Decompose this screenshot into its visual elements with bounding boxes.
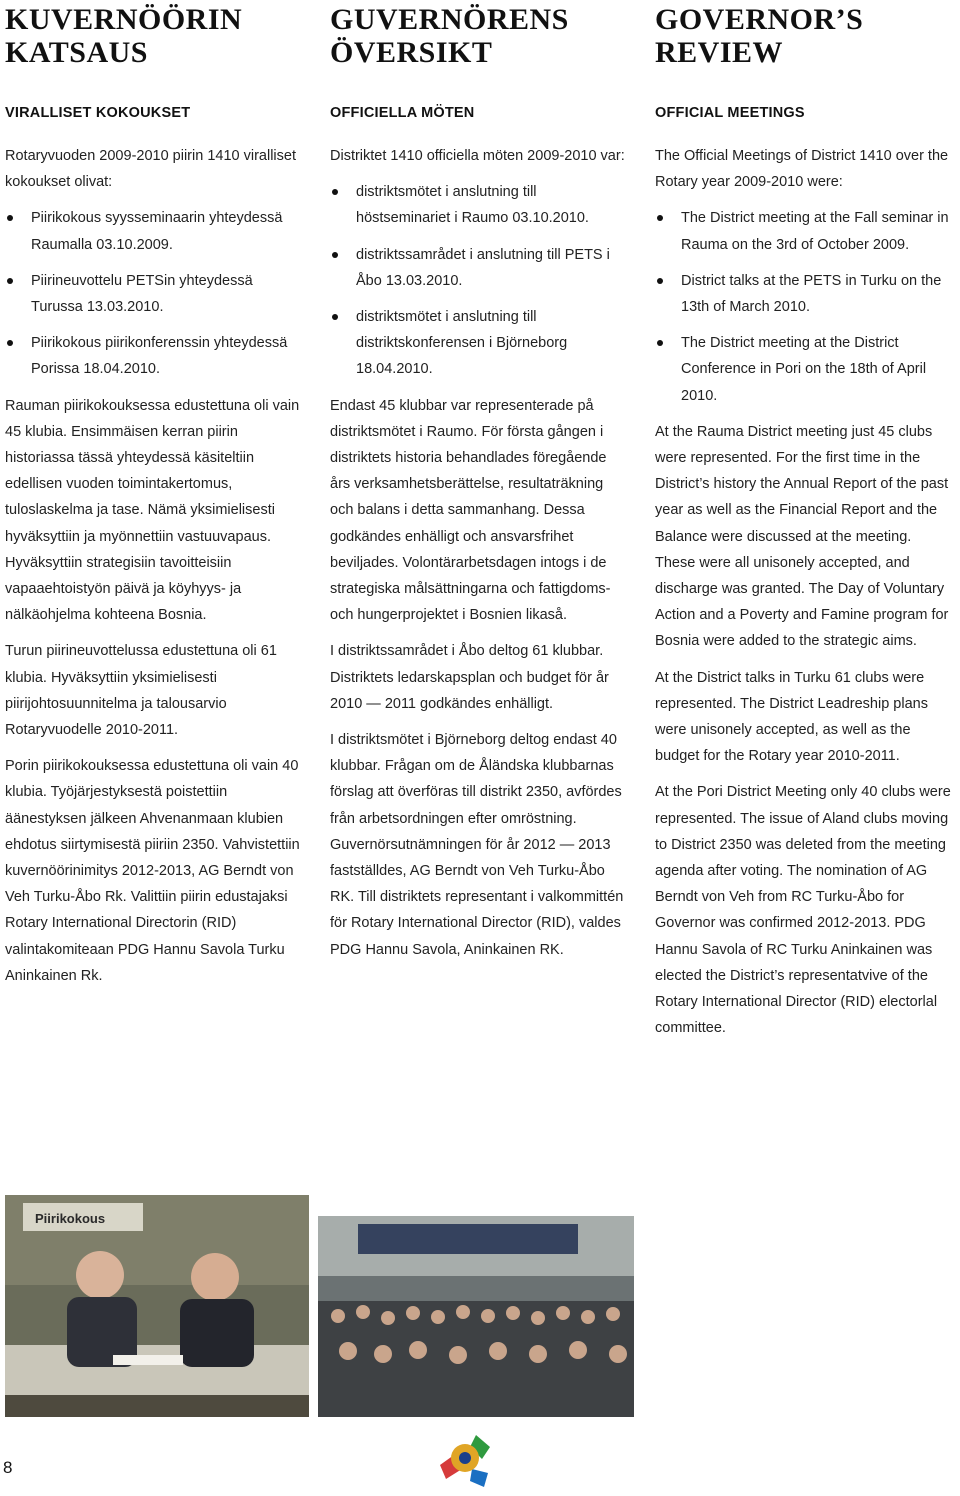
column-finnish (5, 0, 305, 999)
list-item: Piirineuvottelu PETSin yhteydessä Turussa 13.03.2010. (5, 268, 305, 320)
body-paragraph: At the Pori District Meeting only 40 clubs were represented. The issue of Aland clubs moving to District 2350 was deleted from the meeting agenda after voting. The nomination of AG Berndt von Veh from RC Turku-Åbo for Governor was confirmed 2012-2013. PDG Hannu Savola of RC Turku Aninkainen was elected the District’s representatvive of the Rotary International Director (RID) electorlal committee. (655, 784, 951, 1037)
list-item: Piirikokous piirikonferenssin yhteydessä Porissa 18.04.2010. (5, 330, 305, 382)
column-swedish (330, 0, 630, 973)
list-item: distriktsmötet i anslutning till höstseminariet i Raumo 03.10.2010. (330, 179, 630, 231)
column-english (655, 0, 955, 1052)
list-item: The District meeting at the District Conference in Pori on the 18th of April 2010. (655, 330, 955, 409)
photo-sign-text: Piirikokous (35, 1211, 106, 1226)
rotary-logo (432, 1425, 498, 1491)
column-title: KUVERNÖÖRIN KATSAUS (5, 3, 243, 69)
body-paragraph: At the Rauma District meeting just 45 clubs were represented. For the first time in the District’s history the Annual Report of the past year as well as the Financial Report and the Balance were discussed at the meeting. These were all unisonely accepted, and discharge was granted. The Day of Voluntary Action and a Poverty and Famine program for Bosnia were added to the strategic aims. (655, 423, 949, 650)
section-heading: OFFICIAL MEETINGS (655, 105, 805, 121)
body-paragraph: Rauman piirikokouksessa edustettuna oli vain 45 klubia. Ensimmäisen kerran piirin historiassa tässä yhteydessä käsiteltiin edellisen vuoden toimintakertomus, tuloslaskelma ja tase. Nämä yksimielisesti hyväksyttiin ja myönnettiin vastuuvapaus. Hyväksyttiin strategisiin tavoitteisiin vapaaehtoistyön päivä ja köyhyys- ja nälkäohjelma kohteena Bosnia. (5, 397, 300, 624)
photo-illustration (5, 1195, 309, 1417)
section-heading: OFFICIELLA MÖTEN (330, 105, 475, 121)
body-paragraph: Porin piirikokouksessa edustettuna oli vain 40 klubia. Työjärjestyksestä poistettiin äänestyksen jälkeen Ahvenanmaan klubien ehdotus siirtymisestä piiriin 2350. Vahvistettiin kuvernöörinimitys 2012-2013, AG Berndt von Veh Turku-Åbo Rk. Valittiin piirin edustajaksi Rotary International Directorin (RID) valintakomiteaan PDG Hannu Savola Turku Aninkainen Rk. (5, 758, 300, 984)
rotary-wheel-icon (432, 1425, 498, 1491)
intro-paragraph: The Official Meetings of District 1410 over the Rotary year 2009-2010 were: (655, 148, 949, 191)
intro-paragraph: Rotaryvuoden 2009-2010 piirin 1410 viralliset kokoukset olivat: (5, 148, 296, 191)
page-number: 8 (3, 1458, 13, 1477)
photo-conference-audience (318, 1216, 634, 1417)
body-paragraph: I distriktssamrådet i Åbo deltog 61 klubbar. Distriktets ledarskapsplan och budget för år 2010 — 2011 godkändes enhälligt. (330, 643, 609, 712)
intro-paragraph: Distriktet 1410 officiella möten 2009-2010 var: (330, 148, 625, 164)
photo-district-meeting-table (5, 1195, 309, 1417)
list-item: The District meeting at the Fall seminar in Rauma on the 3rd of October 2009. (655, 205, 955, 257)
body-paragraph: Endast 45 klubbar var representerade på distriktsmötet i Raumo. För första gången i distriktets historia behandlades föregående års verksamhetsberättelse, resultaträkning och balans i detta sammanhang. Dessa godkändes enhälligt och ansvarsfrihet beviljades. Volontärarbetsdagen intogs i de strategiska målsättningarna och fattigdoms- och hungerprojektet i Bosnien likaså. (330, 397, 611, 624)
meeting-list (5, 205, 305, 382)
list-item: District talks at the PETS in Turku on the 13th of March 2010. (655, 268, 955, 320)
photo-illustration (318, 1216, 634, 1417)
column-title: GOVERNOR’S REVIEW (655, 3, 864, 69)
column-title: GUVERNÖRENS ÖVERSIKT (330, 3, 569, 69)
list-item: distriktsmötet i anslutning till distriktskonferensen i Björneborg 18.04.2010. (330, 304, 630, 383)
meeting-list (330, 179, 630, 382)
body-paragraph: Turun piirineuvottelussa edustettuna oli 61 klubia. Hyväksyttiin yksimielisesti piirijohtosuunnitelma ja talousarvio Rotaryvuodelle 2010-2011. (5, 643, 277, 739)
body-paragraph: At the District talks in Turku 61 clubs were represented. The District Leadreship plans were unisonely accepted, as well as the budget for the Rotary year 2010-2011. (655, 669, 928, 765)
meeting-list (655, 205, 955, 408)
body-paragraph: I distriktsmötet i Björneborg deltog endast 40 klubbar. Frågan om de Åländska klubbarnas förslag att överföras till distrikt 2350, avfördes från arbetsordningen efter omröstning. Guvernörsutnämningen för år 2012 — 2013 fastställdes, AG Berndt von Veh Turku-Åbo RK. Till distriktets representant i valkommittén för Rotary International Director (RID), valdes PDG Hannu Savola, Aninkainen RK. (330, 732, 624, 958)
list-item: distriktssamrådet i anslutning till PETS i Åbo 13.03.2010. (330, 242, 630, 294)
section-heading: VIRALLISET KOKOUKSET (5, 105, 191, 121)
list-item: Piirikokous syysseminaarin yhteydessä Raumalla 03.10.2009. (5, 205, 305, 257)
